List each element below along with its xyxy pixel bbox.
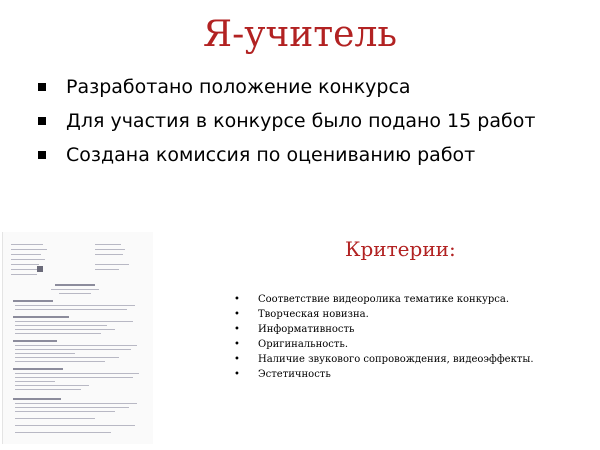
criteria-item: • Творческая новизна. — [232, 307, 592, 322]
bullet-item: Создана комиссия по оцениванию работ — [34, 138, 594, 172]
criteria-item: • Оригинальность. — [232, 337, 592, 352]
criteria-item: • Эстетичность — [232, 367, 592, 382]
document-thumbnail — [2, 232, 153, 444]
criteria-list — [232, 292, 592, 382]
criteria-item: • Соответствие видеоролика тематике конкурса. — [232, 292, 592, 307]
main-bullet-list — [34, 70, 594, 172]
bullet-item: Разработано положение конкурса — [34, 70, 594, 104]
slide-title: Я-учитель — [203, 14, 397, 55]
criteria-title: Критерии: — [345, 237, 456, 261]
criteria-item: • Наличие звукового сопровождения, видеоэффекты. — [232, 352, 592, 367]
bullet-item: Для участия в конкурсе было подано 15 работ — [34, 104, 594, 138]
criteria-item: • Информативность — [232, 322, 592, 337]
